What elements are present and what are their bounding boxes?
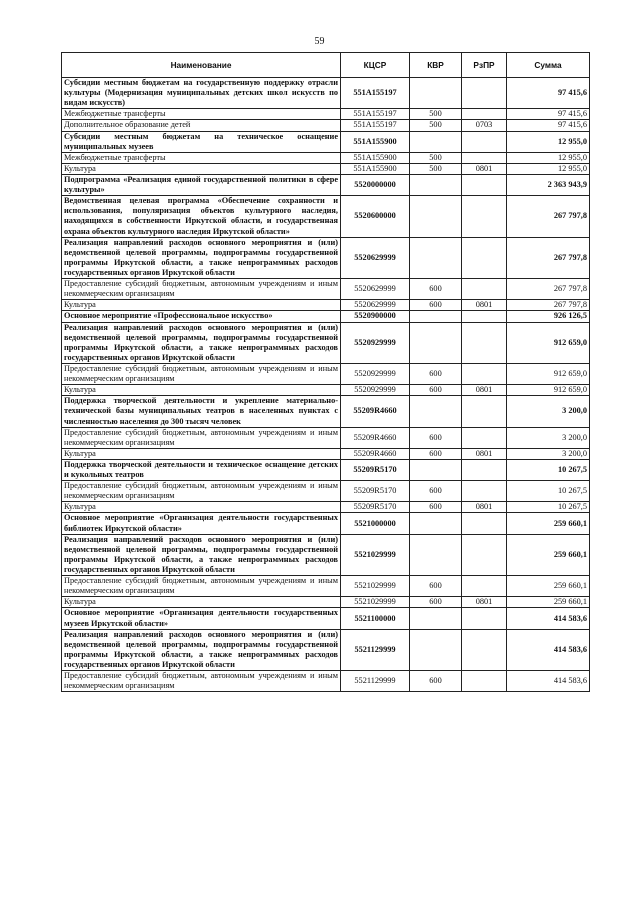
cell-rzpr: [462, 396, 507, 427]
table-row: [62, 513, 590, 534]
cell-name: Предоставление субсидий бюджетным, автономным учреждениям и иным некоммерческим организациям: [62, 671, 341, 692]
cell-sum: 267 797,8: [507, 237, 590, 278]
table-header-row: [62, 53, 590, 78]
cell-rzpr: 0801: [462, 502, 507, 513]
cell-rzpr: [462, 237, 507, 278]
table-row: [62, 152, 590, 163]
cell-kcsr: 551A155197: [341, 120, 410, 131]
cell-kvr: [410, 459, 462, 480]
cell-kvr: [410, 131, 462, 152]
cell-sum: 912 659,0: [507, 385, 590, 396]
cell-kcsr: 5521100000: [341, 608, 410, 629]
cell-sum: 912 659,0: [507, 363, 590, 384]
cell-kvr: [410, 196, 462, 237]
cell-sum: 414 583,6: [507, 608, 590, 629]
cell-kcsr: 551A155197: [341, 109, 410, 120]
cell-kvr: [410, 534, 462, 575]
cell-sum: 97 415,6: [507, 109, 590, 120]
budget-table: [61, 52, 590, 692]
cell-rzpr: 0703: [462, 120, 507, 131]
cell-name: Культура: [62, 385, 341, 396]
cell-kvr: 500: [410, 163, 462, 174]
cell-rzpr: [462, 311, 507, 322]
cell-rzpr: [462, 363, 507, 384]
cell-kvr: 600: [410, 300, 462, 311]
cell-kvr: [410, 311, 462, 322]
table-row: [62, 109, 590, 120]
cell-kvr: 500: [410, 152, 462, 163]
cell-name: Поддержка творческой деятельности и техническое оснащение детских и кукольных театров: [62, 459, 341, 480]
cell-kvr: 600: [410, 279, 462, 300]
cell-kvr: 600: [410, 363, 462, 384]
table-row: [62, 363, 590, 384]
cell-name: Культура: [62, 597, 341, 608]
cell-kcsr: 551A155197: [341, 78, 410, 109]
table-row: [62, 131, 590, 152]
cell-rzpr: [462, 671, 507, 692]
cell-kcsr: 5520929999: [341, 322, 410, 363]
cell-kvr: [410, 237, 462, 278]
cell-sum: 3 200,0: [507, 396, 590, 427]
table-row: [62, 78, 590, 109]
cell-sum: 259 660,1: [507, 576, 590, 597]
cell-name: Предоставление субсидий бюджетным, автономным учреждениям и иным некоммерческим организациям: [62, 279, 341, 300]
cell-kvr: 600: [410, 448, 462, 459]
cell-name: Культура: [62, 502, 341, 513]
cell-name: Предоставление субсидий бюджетным, автономным учреждениям и иным некоммерческим организациям: [62, 576, 341, 597]
table-row: [62, 322, 590, 363]
cell-kcsr: 5521129999: [341, 671, 410, 692]
header-sum: Сумма: [507, 53, 590, 78]
table-row: [62, 279, 590, 300]
cell-rzpr: [462, 279, 507, 300]
cell-sum: 12 955,0: [507, 152, 590, 163]
cell-rzpr: [462, 459, 507, 480]
table-row: [62, 174, 590, 195]
cell-name: Реализация направлений расходов основного мероприятия и (или) ведомственной целевой программы, подпрограммы государственной программы Иркутской области, а также непрограммных расходов государственных органов Иркутской области: [62, 629, 341, 670]
cell-kvr: [410, 629, 462, 670]
table-row: [62, 311, 590, 322]
cell-sum: 12 955,0: [507, 163, 590, 174]
cell-kcsr: 55209R4660: [341, 448, 410, 459]
cell-rzpr: [462, 608, 507, 629]
cell-rzpr: [462, 629, 507, 670]
cell-name: Реализация направлений расходов основного мероприятия и (или) ведомственной целевой программы, подпрограммы государственной программы Иркутской области, а также непрограммных расходов государственных органов Иркутской области: [62, 534, 341, 575]
cell-kcsr: 5520929999: [341, 363, 410, 384]
cell-sum: 259 660,1: [507, 597, 590, 608]
cell-name: Дополнительное образование детей: [62, 120, 341, 131]
cell-sum: 414 583,6: [507, 671, 590, 692]
cell-rzpr: [462, 513, 507, 534]
cell-kcsr: 55209R4660: [341, 427, 410, 448]
page-number: 59: [314, 36, 325, 47]
cell-name: Реализация направлений расходов основного мероприятия и (или) ведомственной целевой программы, подпрограммы государственной программы Иркутской области, а также непрограммных расходов государственных органов Иркутской области: [62, 237, 341, 278]
cell-name: Культура: [62, 448, 341, 459]
cell-name: Субсидии местным бюджетам на государственную поддержку отрасли культуры (Модернизация муниципальных детских школ искусств по видам искусств): [62, 78, 341, 109]
cell-name: Реализация направлений расходов основного мероприятия и (или) ведомственной целевой программы, подпрограммы государственной программы Иркутской области, а также непрограммных расходов государственных органов Иркутской области: [62, 322, 341, 363]
table-row: [62, 163, 590, 174]
cell-rzpr: [462, 534, 507, 575]
cell-kvr: [410, 396, 462, 427]
header-rzpr: РзПР: [462, 53, 507, 78]
cell-kcsr: 5520929999: [341, 385, 410, 396]
cell-rzpr: [462, 481, 507, 502]
table-row: [62, 196, 590, 237]
cell-kvr: [410, 608, 462, 629]
cell-name: Основное мероприятие «Профессиональное искусство»: [62, 311, 341, 322]
cell-sum: 10 267,5: [507, 481, 590, 502]
cell-name: Межбюджетные трансферты: [62, 152, 341, 163]
header-kvr: КВР: [410, 53, 462, 78]
cell-kcsr: 551A155900: [341, 163, 410, 174]
cell-sum: 2 363 943,9: [507, 174, 590, 195]
table-row: [62, 237, 590, 278]
cell-sum: 10 267,5: [507, 459, 590, 480]
cell-rzpr: [462, 78, 507, 109]
table-row: [62, 629, 590, 670]
cell-rzpr: [462, 196, 507, 237]
cell-kcsr: 5520000000: [341, 174, 410, 195]
cell-kcsr: 551A155900: [341, 131, 410, 152]
cell-name: Культура: [62, 300, 341, 311]
cell-sum: 912 659,0: [507, 322, 590, 363]
cell-name: Основное мероприятие «Организация деятельности государственных музеев Иркутской области»: [62, 608, 341, 629]
cell-kvr: [410, 174, 462, 195]
cell-sum: 12 955,0: [507, 131, 590, 152]
table-row: [62, 481, 590, 502]
cell-rzpr: [462, 322, 507, 363]
table-row: [62, 448, 590, 459]
cell-kcsr: 5521029999: [341, 534, 410, 575]
cell-name: Основное мероприятие «Организация деятельности государственных библиотек Иркутской области»: [62, 513, 341, 534]
cell-kcsr: 5520629999: [341, 300, 410, 311]
cell-sum: 10 267,5: [507, 502, 590, 513]
cell-kcsr: 5521000000: [341, 513, 410, 534]
cell-kcsr: 5521029999: [341, 597, 410, 608]
table-row: [62, 534, 590, 575]
cell-kcsr: 5521029999: [341, 576, 410, 597]
cell-kcsr: 5521129999: [341, 629, 410, 670]
cell-name: Подпрограмма «Реализация единой государственной политики в сфере культуры»: [62, 174, 341, 195]
cell-kvr: [410, 513, 462, 534]
table-row: [62, 576, 590, 597]
table-row: [62, 427, 590, 448]
cell-kcsr: 5520900000: [341, 311, 410, 322]
cell-rzpr: [462, 576, 507, 597]
table-row: [62, 597, 590, 608]
cell-kcsr: 5520600000: [341, 196, 410, 237]
table-row: [62, 385, 590, 396]
cell-kvr: 600: [410, 481, 462, 502]
table-row: [62, 396, 590, 427]
cell-kcsr: 5520629999: [341, 279, 410, 300]
cell-rzpr: [462, 152, 507, 163]
cell-name: Предоставление субсидий бюджетным, автономным учреждениям и иным некоммерческим организациям: [62, 481, 341, 502]
cell-name: Предоставление субсидий бюджетным, автономным учреждениям и иным некоммерческим организациям: [62, 427, 341, 448]
cell-kvr: 600: [410, 385, 462, 396]
cell-kvr: 600: [410, 671, 462, 692]
cell-kcsr: 55209R5170: [341, 459, 410, 480]
cell-kvr: 600: [410, 502, 462, 513]
table-row: [62, 608, 590, 629]
cell-name: Поддержка творческой деятельности и укрепление материально-технической базы муниципальных театров в населенных пунктах с численностью населения до 300 тысяч человек: [62, 396, 341, 427]
table-row: [62, 459, 590, 480]
table-row: [62, 300, 590, 311]
cell-rzpr: [462, 131, 507, 152]
cell-rzpr: 0801: [462, 300, 507, 311]
header-name: Наименование: [62, 53, 341, 78]
cell-rzpr: 0801: [462, 163, 507, 174]
cell-kcsr: 55209R5170: [341, 481, 410, 502]
cell-kvr: 600: [410, 576, 462, 597]
cell-sum: 259 660,1: [507, 513, 590, 534]
cell-kcsr: 5520629999: [341, 237, 410, 278]
header-kcsr: КЦСР: [341, 53, 410, 78]
cell-sum: 97 415,6: [507, 120, 590, 131]
cell-kcsr: 551A155900: [341, 152, 410, 163]
cell-sum: 3 200,0: [507, 427, 590, 448]
cell-sum: 267 797,8: [507, 196, 590, 237]
cell-sum: 267 797,8: [507, 279, 590, 300]
cell-name: Межбюджетные трансферты: [62, 109, 341, 120]
cell-name: Субсидии местным бюджетам на техническое оснащение муниципальных музеев: [62, 131, 341, 152]
table-row: [62, 502, 590, 513]
cell-kvr: 500: [410, 109, 462, 120]
cell-kvr: 600: [410, 597, 462, 608]
cell-sum: 97 415,6: [507, 78, 590, 109]
table-body: [62, 78, 590, 692]
cell-kvr: 500: [410, 120, 462, 131]
cell-rzpr: [462, 427, 507, 448]
cell-name: Ведомственная целевая программа «Обеспечение сохранности и использования, популяризация объектов культурного наследия, находящихся в собственности Иркутской области, и государственная охрана объектов культурного наследия Иркутской области»: [62, 196, 341, 237]
table-row: [62, 671, 590, 692]
cell-sum: 926 126,5: [507, 311, 590, 322]
cell-rzpr: [462, 174, 507, 195]
cell-kvr: [410, 78, 462, 109]
cell-rzpr: 0801: [462, 385, 507, 396]
cell-kcsr: 55209R5170: [341, 502, 410, 513]
cell-kcsr: 55209R4660: [341, 396, 410, 427]
cell-rzpr: [462, 109, 507, 120]
cell-kvr: [410, 322, 462, 363]
cell-rzpr: 0801: [462, 597, 507, 608]
cell-sum: 414 583,6: [507, 629, 590, 670]
cell-name: Культура: [62, 163, 341, 174]
table-row: [62, 120, 590, 131]
cell-kvr: 600: [410, 427, 462, 448]
cell-name: Предоставление субсидий бюджетным, автономным учреждениям и иным некоммерческим организациям: [62, 363, 341, 384]
cell-rzpr: 0801: [462, 448, 507, 459]
cell-sum: 259 660,1: [507, 534, 590, 575]
cell-sum: 267 797,8: [507, 300, 590, 311]
cell-sum: 3 200,0: [507, 448, 590, 459]
